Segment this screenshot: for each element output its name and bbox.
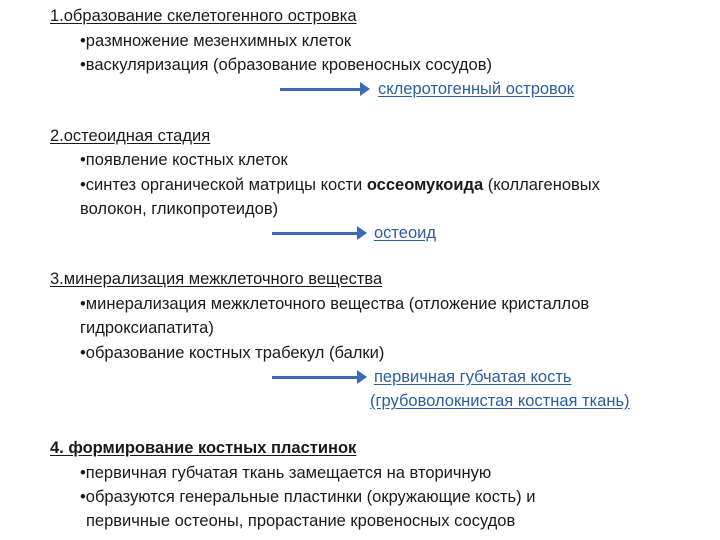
section-1-result: склеротогенный островок [378,80,575,98]
section-2-bullet-2-cont: волокон, гликопротеидов) [80,200,279,218]
section-2-bullet-1: •появление костных клеток [80,151,288,169]
section-3-result-note: (грубоволокнистая костная ткань) [370,392,630,410]
section-4-heading: 4. формирование костных пластинок [50,439,357,457]
section-2-result: остеоид [374,224,436,242]
section-1-bullet-1: •размножение мезенхимных клеток [80,32,352,50]
section-2-bullet-2 [80,175,600,195]
section-4-bullet-2: •образуются генеральные пластинки (окружающие кость) и [80,488,536,506]
section-4-bullet-2-cont: первичные остеоны, прорастание кровеносных сосудов [86,512,516,530]
arrow-right-icon [280,82,370,96]
section-2-bullet-2-tail: (коллагеновых [487,176,600,194]
section-3-bullet-1: •минерализация межклеточного вещества (отложение кристаллов [80,295,590,313]
section-2-bold-term: оссеомукоида [366,176,484,194]
section-3-result: первичная губчатая кость [374,368,572,386]
section-3-heading: 3.минерализация межклеточного вещества [50,270,383,288]
arrow-right-icon [272,226,367,240]
section-2-bullet-2-text: •синтез органической матрицы кости [80,176,363,194]
section-1-bullet-2: •васкуляризация (образование кровеносных сосудов) [80,56,492,74]
arrow-right-icon [272,370,367,384]
section-4-bullet-1: •первичная губчатая ткань замещается на вторичную [80,464,492,482]
section-3-bullet-1-cont: гидроксиапатита) [80,319,214,337]
section-1-heading: 1.образование скелетогенного островка [50,7,357,25]
section-2-heading: 2.остеоидная стадия [50,127,211,145]
section-3-bullet-2: •образование костных трабекул (балки) [80,344,385,362]
